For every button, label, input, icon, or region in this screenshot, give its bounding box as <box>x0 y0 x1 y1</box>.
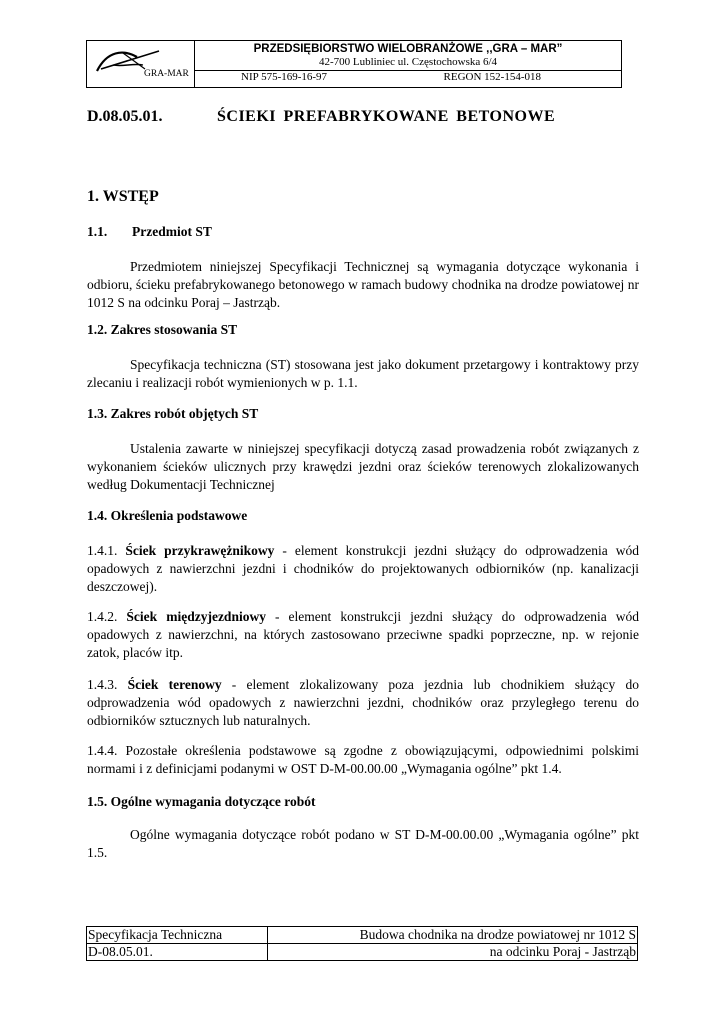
page-footer <box>86 926 638 961</box>
document-code: D.08.05.01. <box>87 108 163 125</box>
section-heading-1-2: 1.2. Zakres stosowania ST <box>87 322 238 337</box>
logo-text: GRA-MAR <box>144 69 189 79</box>
definition-term: Ściek przykrawężnikowy <box>125 543 275 558</box>
company-ids <box>195 71 621 84</box>
section-heading-1-1 <box>87 224 212 240</box>
document-name: ŚCIEKI PREFABRYKOWANE BETONOWE <box>217 108 556 125</box>
footer-project-name: Budowa chodnika na drodze powiatowej nr 1012 S <box>268 927 638 944</box>
page-header <box>86 40 622 88</box>
section-number: 1.1. <box>87 224 108 239</box>
definition-text: - element zlokalizowany poza jezdnia lub chodnikiem służący do odprowadzenia wód opadowych z nawierzchni jezdni, chodników oraz przyległego terenu do odbiorników sztucznych lub naturalnych. <box>87 677 639 728</box>
company-logo <box>87 41 195 87</box>
section-heading-1-5: 1.5. Ogólne wymagania dotyczące robót <box>87 794 316 809</box>
definition-text: - element konstrukcji jezdni służący do odprowadzenia wód opadowych z nawierzchni jezdni i chodników do projektowanych odbiorników (np. kanalizacji deszczowej). <box>87 543 639 594</box>
definition-1-4-2 <box>87 608 639 662</box>
definition-1-4-4: 1.4.4. Pozostałe określenia podstawowe są zgodne z obowiązującymi, odpowiednimi polskimi normami i z definicjami podanymi w OST D-M-00.00.00 „Wymagania ogólne” pkt 1.4. <box>87 743 639 776</box>
document-title <box>87 108 555 126</box>
definition-1-4-3 <box>87 676 639 730</box>
section-heading-1: 1. WSTĘP <box>87 188 159 205</box>
paragraph-1-1: Przedmiotem niniejszej Specyfikacji Technicznej są wymagania dotyczące wykonania i odbioru, ścieku prefabrykowanego betonowego w ramach budowy chodnika na drodze powiatowej nr 1012 S na odcinku Poraj – Jastrząb. <box>87 259 639 310</box>
footer-doc-code: D-08.05.01. <box>87 944 268 961</box>
definition-1-4-1 <box>87 542 639 596</box>
company-address: 42-700 Lubliniec ul. Częstochowska 6/4 <box>195 56 621 71</box>
definition-number: 1.4.3. <box>87 677 118 692</box>
definition-number: 1.4.1. <box>87 543 118 558</box>
footer-spec-label: Specyfikacja Techniczna <box>87 927 268 944</box>
section-title: Przedmiot ST <box>132 224 212 239</box>
company-regon: REGON 152-154-018 <box>443 71 541 83</box>
definition-text: - element konstrukcji jezdni służący do odprowadzenia wód opadowych z nawierzchni, na których zastosowano przeciwne spadki poprzeczne, np. w rejonie zatok, placów itp. <box>87 609 639 660</box>
paragraph-1-5: Ogólne wymagania dotyczące robót podano w ST D-M-00.00.00 „Wymagania ogólne” pkt 1.5. <box>87 827 639 860</box>
company-nip: NIP 575-169-16-97 <box>241 71 328 83</box>
definition-number: 1.4.2. <box>87 609 118 624</box>
definition-term: Ściek międzyjezdniowy <box>126 609 266 624</box>
paragraph-1-2: Specyfikacja techniczna (ST) stosowana jest jako dokument przetargowy i kontraktowy przy zlecaniu i realizacji robót wymienionych w p. 1.1. <box>87 357 639 390</box>
company-info <box>195 41 621 87</box>
footer-project-section: na odcinku Poraj - Jastrząb <box>268 944 638 961</box>
section-heading-1-3: 1.3. Zakres robót objętych ST <box>87 406 259 421</box>
company-name: PRZEDSIĘBIORSTWO WIELOBRANŻOWE ,,GRA – MAR” <box>253 43 563 55</box>
paragraph-1-3: Ustalenia zawarte w niniejszej specyfikacji dotyczą zasad prowadzenia robót związanych z wykonaniem ścieków ulicznych przy krawędzi jezdni oraz ścieków terenowych zlokalizowanych według Dokumentacji Technicznej <box>87 441 639 492</box>
definition-term: Ściek terenowy <box>127 677 222 692</box>
section-heading-1-4: 1.4. Określenia podstawowe <box>87 508 248 523</box>
